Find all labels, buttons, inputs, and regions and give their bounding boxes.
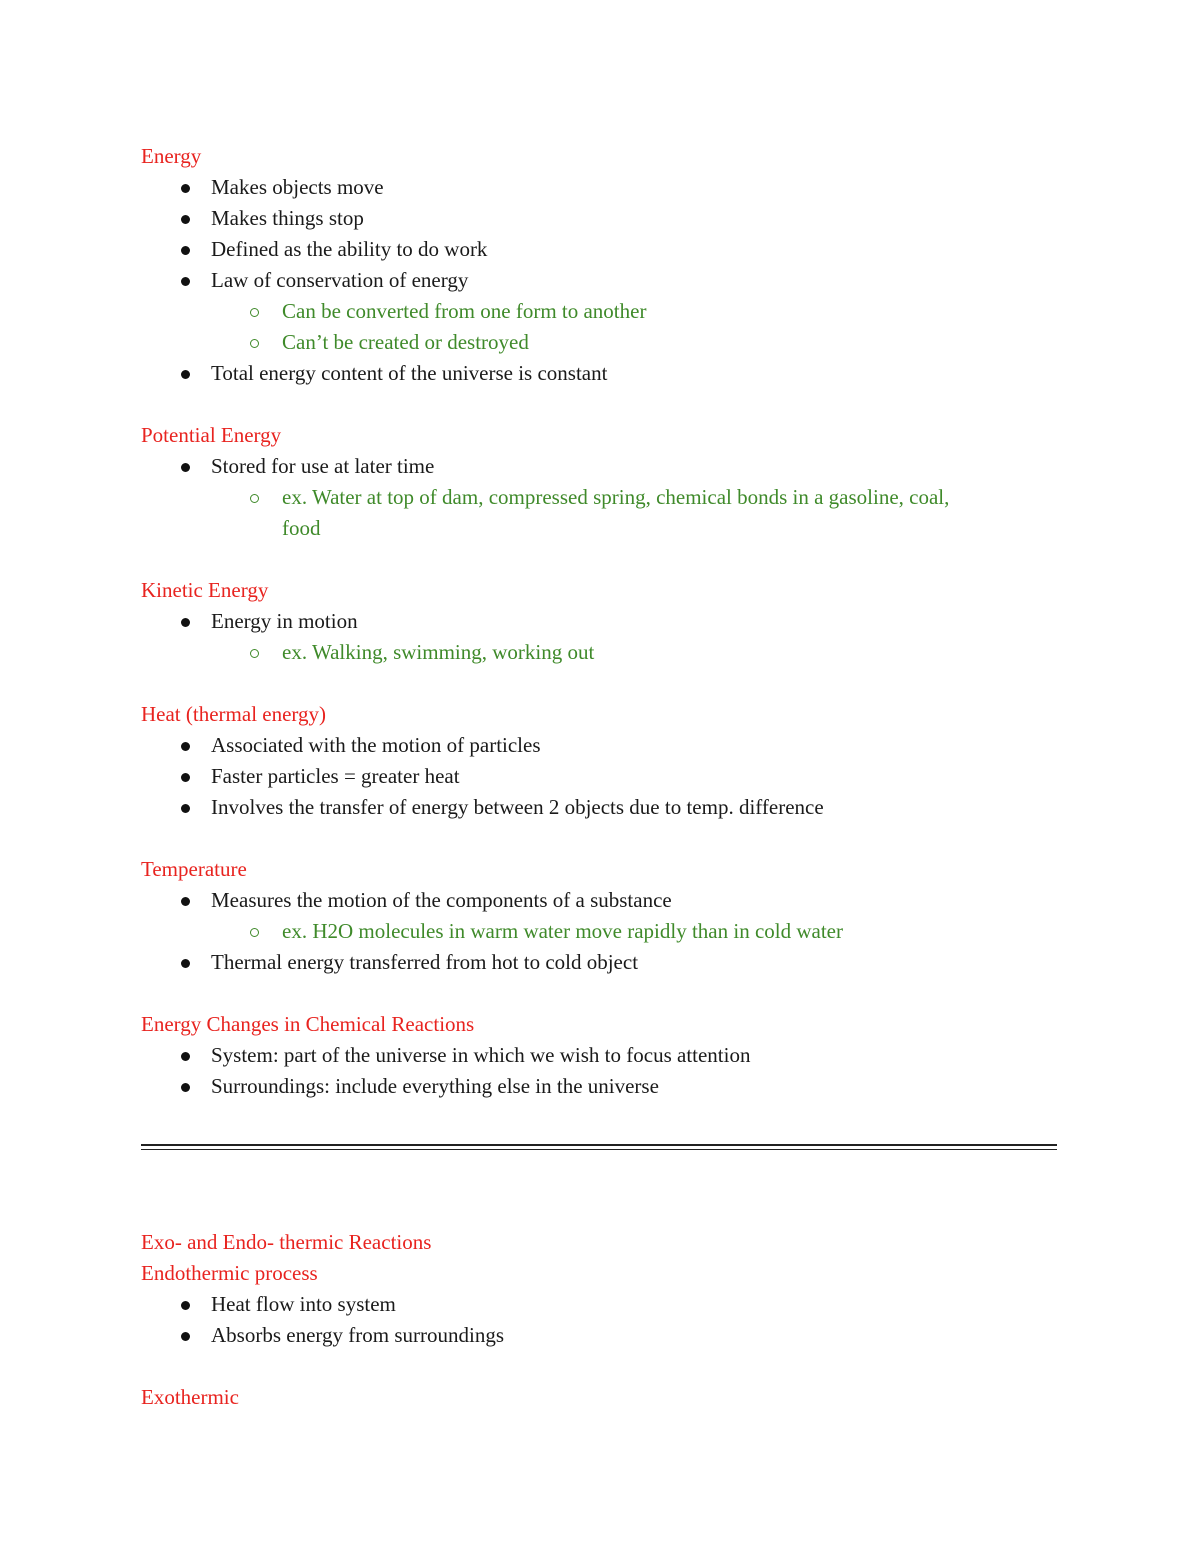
list-item: Defined as the ability to do work: [141, 234, 1057, 265]
bullet-icon: [178, 606, 198, 637]
bullet-icon: [178, 1071, 198, 1102]
bullet-icon: [178, 885, 198, 916]
list-item: Total energy content of the universe is constant: [141, 358, 1057, 389]
bullet-icon: [178, 730, 198, 761]
list-item: Makes things stop: [141, 203, 1057, 234]
list-item: Associated with the motion of particles: [141, 730, 1057, 761]
list-item: System: part of the universe in which we wish to focus attention: [141, 1040, 1057, 1071]
heading-potential-energy: Potential Energy: [141, 423, 282, 447]
list-item: Energy in motion: [141, 606, 1057, 637]
bullet-icon: [178, 947, 198, 978]
sub-list-item: ex. Walking, swimming, working out: [141, 637, 1057, 668]
heading-temperature: Temperature: [141, 857, 247, 881]
circle-bullet-icon: [247, 482, 267, 513]
sub-list-item: ex. Water at top of dam, compressed spring, chemical bonds in a gasoline, coal,: [141, 482, 1057, 513]
document-page: [141, 141, 1057, 1413]
sub-list-item: Can’t be created or destroyed: [141, 327, 1057, 358]
heading-heat: Heat (thermal energy): [141, 702, 327, 726]
bullet-icon: [178, 1289, 198, 1320]
list-item: Stored for use at later time: [141, 451, 1057, 482]
bullet-icon: [178, 451, 198, 482]
bullet-icon: [178, 358, 198, 389]
bullet-icon: [178, 761, 198, 792]
list-item: Surroundings: include everything else in the universe: [141, 1071, 1057, 1102]
circle-bullet-icon: [247, 327, 267, 358]
bullet-icon: [178, 203, 198, 234]
list-item: Thermal energy transferred from hot to cold object: [141, 947, 1057, 978]
heading-endothermic: Endothermic process: [141, 1261, 318, 1285]
heading-exo-endo: Exo- and Endo- thermic Reactions: [141, 1230, 432, 1254]
heading-kinetic-energy: Kinetic Energy: [141, 578, 269, 602]
bullet-icon: [178, 172, 198, 203]
circle-bullet-icon: [247, 916, 267, 947]
sub-list-item-continuation: food: [282, 516, 321, 540]
list-item: Involves the transfer of energy between 2 objects due to temp. difference: [141, 792, 1057, 823]
list-item: Absorbs energy from surroundings: [141, 1320, 1057, 1351]
heading-energy-changes: Energy Changes in Chemical Reactions: [141, 1012, 475, 1036]
list-item: Faster particles = greater heat: [141, 761, 1057, 792]
sub-list-item: ex. H2O molecules in warm water move rapidly than in cold water: [141, 916, 1057, 947]
bullet-icon: [178, 1320, 198, 1351]
heading-exothermic: Exothermic: [141, 1385, 239, 1409]
bullet-icon: [178, 1040, 198, 1071]
list-item: Law of conservation of energy: [141, 265, 1057, 296]
list-item: Measures the motion of the components of a substance: [141, 885, 1057, 916]
bullet-icon: [178, 792, 198, 823]
list-item: Heat flow into system: [141, 1289, 1057, 1320]
heading-energy: Energy: [141, 144, 202, 168]
bullet-icon: [178, 234, 198, 265]
bullet-icon: [178, 265, 198, 296]
sub-list-item: Can be converted from one form to another: [141, 296, 1057, 327]
circle-bullet-icon: [247, 296, 267, 327]
section-divider: [141, 1144, 1057, 1150]
list-item: Makes objects move: [141, 172, 1057, 203]
circle-bullet-icon: [247, 637, 267, 668]
